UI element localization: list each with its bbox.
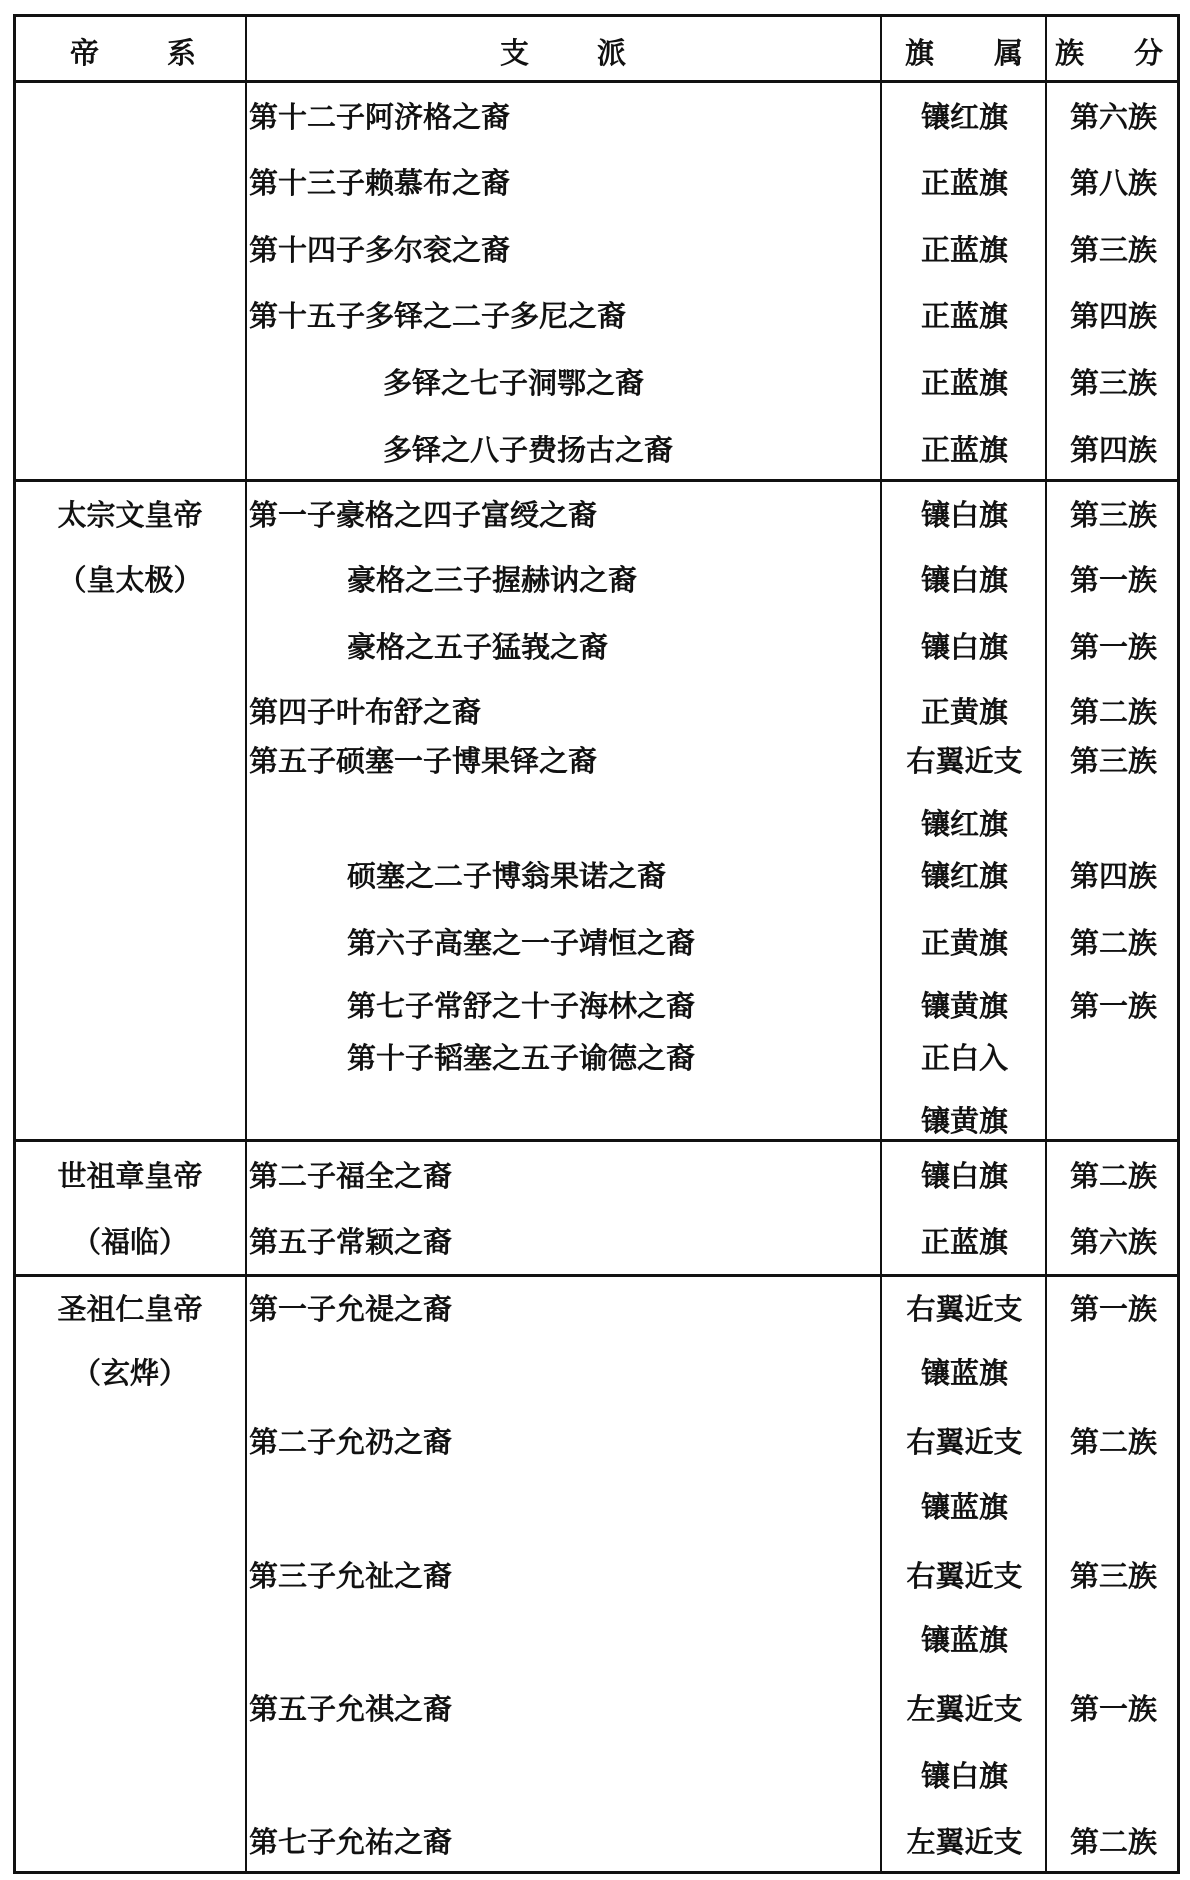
clan-cell: 第二族 <box>1069 695 1157 729</box>
banner-cell: 右翼近支 <box>906 1559 1023 1593</box>
banner-cell: 镶蓝旗 <box>920 1623 1008 1657</box>
clan-cell: 第四族 <box>1069 299 1157 333</box>
clan-cell: 第三族 <box>1069 366 1157 400</box>
column-divider <box>245 14 247 1874</box>
emperor-cell: 圣祖仁皇帝 <box>57 1292 203 1326</box>
branch-cell: 多铎之七子洞鄂之裔 <box>383 366 645 400</box>
header-emperor: 帝系 <box>70 36 196 70</box>
clan-cell: 第二族 <box>1069 1425 1157 1459</box>
banner-cell: 正蓝旗 <box>920 233 1008 267</box>
section-divider <box>14 1274 1180 1277</box>
clan-cell: 第一族 <box>1069 1292 1157 1326</box>
clan-cell: 第三族 <box>1069 498 1157 532</box>
clan-cell: 第二族 <box>1069 926 1157 960</box>
clan-cell: 第四族 <box>1069 859 1157 893</box>
branch-cell: 多铎之八子费扬古之裔 <box>383 433 674 467</box>
banner-cell: 正白入 <box>920 1041 1008 1075</box>
banner-cell: 左翼近支 <box>906 1692 1023 1726</box>
clan-cell: 第六族 <box>1069 100 1157 134</box>
clan-cell: 第六族 <box>1069 1225 1157 1259</box>
table-border-top <box>14 14 1180 17</box>
banner-cell: 镶红旗 <box>920 100 1008 134</box>
branch-cell: 第六子高塞之一子靖恒之裔 <box>347 926 696 960</box>
banner-cell: 右翼近支 <box>906 1425 1023 1459</box>
branch-cell: 第四子叶布舒之裔 <box>249 695 482 729</box>
branch-cell: 第十二子阿济格之裔 <box>249 100 511 134</box>
banner-cell: 镶红旗 <box>920 807 1008 841</box>
clan-cell: 第四族 <box>1069 433 1157 467</box>
clan-cell: 第一族 <box>1069 563 1157 597</box>
branch-cell: 硕塞之二子博翁果诺之裔 <box>347 859 667 893</box>
branch-cell: 第七子常舒之十子海林之裔 <box>347 989 696 1023</box>
branch-cell: 豪格之五子猛峩之裔 <box>347 630 609 664</box>
table-border-bottom <box>14 1871 1180 1874</box>
clan-cell: 第三族 <box>1069 1559 1157 1593</box>
banner-cell: 镶蓝旗 <box>920 1490 1008 1524</box>
section-divider <box>14 479 1180 482</box>
branch-cell: 第七子允祐之裔 <box>249 1825 453 1859</box>
clan-cell: 第三族 <box>1069 744 1157 778</box>
branch-cell: 第十三子赖慕布之裔 <box>249 166 511 200</box>
header-branch: 支派 <box>500 36 626 70</box>
banner-cell: 镶白旗 <box>920 1159 1008 1193</box>
clan-cell: 第一族 <box>1069 630 1157 664</box>
banner-cell: 镶白旗 <box>920 498 1008 532</box>
banner-cell: 右翼近支 <box>906 744 1023 778</box>
branch-cell: 第一子豪格之四子富绶之裔 <box>249 498 598 532</box>
column-divider <box>880 14 882 1874</box>
banner-cell: 左翼近支 <box>906 1825 1023 1859</box>
clan-cell: 第二族 <box>1069 1825 1157 1859</box>
banner-cell: 正蓝旗 <box>920 433 1008 467</box>
banner-cell: 正蓝旗 <box>920 1225 1008 1259</box>
clan-cell: 第八族 <box>1069 166 1157 200</box>
clan-cell: 第三族 <box>1069 233 1157 267</box>
banner-cell: 镶白旗 <box>920 563 1008 597</box>
branch-cell: 第十子韬塞之五子谕德之裔 <box>347 1041 696 1075</box>
branch-cell: 第二子允礽之裔 <box>249 1425 453 1459</box>
banner-cell: 镶白旗 <box>920 630 1008 664</box>
clan-cell: 第一族 <box>1069 989 1157 1023</box>
header-clan: 族分 <box>1055 36 1163 70</box>
header-banner: 旗属 <box>905 36 1023 70</box>
banner-cell: 右翼近支 <box>906 1292 1023 1326</box>
clan-cell: 第一族 <box>1069 1692 1157 1726</box>
branch-cell: 第一子允禔之裔 <box>249 1292 453 1326</box>
branch-cell: 第三子允祉之裔 <box>249 1559 453 1593</box>
clan-cell: 第二族 <box>1069 1159 1157 1193</box>
branch-cell: 第十四子多尔衮之裔 <box>249 233 511 267</box>
banner-cell: 镶红旗 <box>920 859 1008 893</box>
header-divider <box>14 80 1180 83</box>
branch-cell: 豪格之三子握赫讷之裔 <box>347 563 638 597</box>
emperor-cell: （皇太极） <box>57 563 203 597</box>
banner-cell: 镶黄旗 <box>920 989 1008 1023</box>
emperor-cell: 世祖章皇帝 <box>57 1159 203 1193</box>
banner-cell: 镶蓝旗 <box>920 1356 1008 1390</box>
banner-cell: 正黄旗 <box>920 695 1008 729</box>
banner-cell: 正蓝旗 <box>920 166 1008 200</box>
banner-cell: 正蓝旗 <box>920 299 1008 333</box>
branch-cell: 第五子常颖之裔 <box>249 1225 453 1259</box>
branch-cell: 第五子硕塞一子博果铎之裔 <box>249 744 598 778</box>
branch-cell: 第十五子多铎之二子多尼之裔 <box>249 299 627 333</box>
banner-cell: 镶黄旗 <box>920 1104 1008 1138</box>
banner-cell: 正黄旗 <box>920 926 1008 960</box>
banner-cell: 镶白旗 <box>920 1759 1008 1793</box>
branch-cell: 第二子福全之裔 <box>249 1159 453 1193</box>
banner-cell: 正蓝旗 <box>920 366 1008 400</box>
emperor-cell: （玄烨） <box>71 1356 188 1390</box>
table-border-left <box>13 14 16 1874</box>
emperor-cell: 太宗文皇帝 <box>57 498 203 532</box>
branch-cell: 第五子允祺之裔 <box>249 1692 453 1726</box>
emperor-cell: （福临） <box>71 1225 188 1259</box>
